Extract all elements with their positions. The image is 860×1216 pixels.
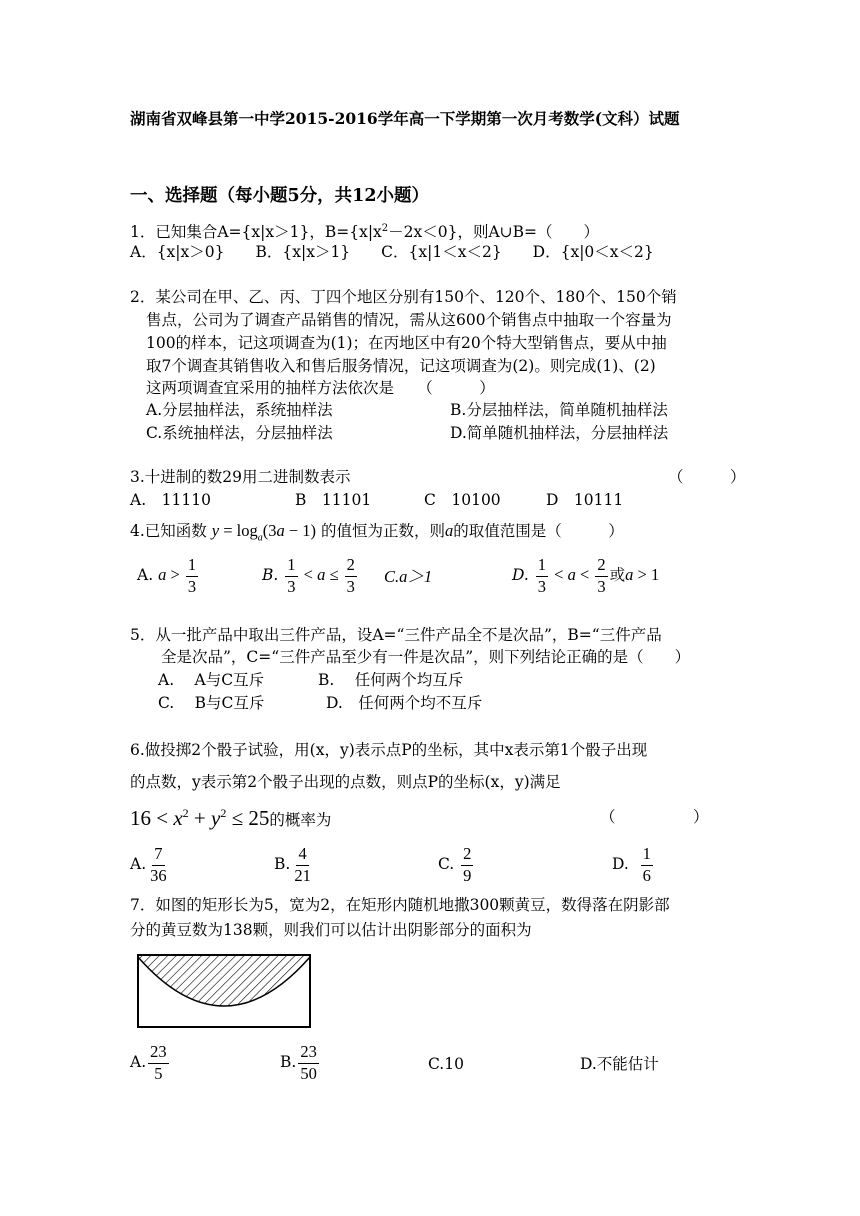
document-title: 湖南省双峰县第一中学2015-2016学年高一下学期第一次月考数学(文科）试题 [130,109,680,128]
question-4-option-d: D. $\frac{1}{3}$ < a < $\frac{2}{3}$ 或a > 1 [512,555,660,596]
question-6-line-3: $16 < x^2 + y^2 \le 25$的概率为 [130,806,332,830]
section-heading: 一、选择题（每小题5分，共12小题） [130,186,430,206]
question-1-stem: 1．已知集合A={x|x＞1}，$B=\{x|x^2-2x<0\}$，则A∪B=（ ） [130,223,600,242]
question-6-option-d: D. $\frac{1}{6}$ [612,844,651,885]
question-5-option-c: C. B与C互斥 [158,694,265,712]
question-6-option-a: A. $\frac{7}{36}$ [130,844,167,885]
question-7-option-b: B. $\frac{23}{50}$ [280,1042,317,1083]
question-7-option-a: A. $\frac{23}{5}$ [130,1042,167,1083]
rectangle-figure [136,953,312,1029]
question-2-line-1: 2．某公司在甲、乙、丙、丁四个地区分别有150个、120个、180个、150个销 [130,288,677,306]
question-6-answer-paren: （ ） [600,808,709,826]
question-2-option-a: A.分层抽样法，系统抽样法 [146,401,333,419]
question-6-option-c: C. $\frac{2}{9}$ [438,844,472,885]
question-7-option-c: C.10 [428,1055,464,1073]
question-7-line-2: 分的黄豆数为138颗，则我们可以估计出阴影部分的面积为 [130,921,532,939]
question-2-line-2: 售点，公司为了调查产品销售的情况，需从这600个销售点中抽取一个容量为 [146,311,672,329]
question-2-line-3: 100的样本，记这项调查为(1)；在丙地区中有20个特大型销售点，要从中抽 [146,334,667,352]
question-4-option-b: B. $\frac{1}{3}$ < a ≤ $\frac{2}{3}$ [262,555,355,596]
question-3-option-b: B 11101 [295,491,372,509]
question-3-stem: 3.十进制的数29用二进制数表示 [130,468,351,486]
question-1-options: A．{x|x＞0} B．{x|x＞1} C．{x|1＜x＜2} D．{x|0＜x＜2} [130,243,654,261]
question-6-line-2: 的点数，y表示第2个骰子出现的点数，则点P的坐标(x，y)满足 [130,773,561,791]
question-2-option-c: C.系统抽样法，分层抽样法 [146,424,333,442]
question-4-option-c: C.a＞1 [384,567,433,586]
question-2-option-b: B.分层抽样法，简单随机抽样法 [450,401,668,419]
question-4-option-a: A. a > $\frac{1}{3}$ [137,555,197,596]
question-6-option-b: B. $\frac{4}{21}$ [274,844,311,885]
inequality-expression: $16 < x^2 + y^2 \le 25$ [130,806,270,830]
question-5-option-a: A. A与C互斥 [158,671,265,689]
question-3-option-c: C 10100 [424,491,501,509]
question-5-line-2: 全是次品”，C=“三件产品至少有一件是次品”，则下列结论正确的是（ ） [161,648,691,666]
question-4-stem: 4.已知函数 $y = \log_a(3a - 1)$ 的值恒为正数，则a的取值范围是（ ） [130,521,624,544]
shaded-region [138,955,310,1006]
function-expression: $y = \log_a(3a - 1)$ [211,521,317,544]
question-5-option-d: D. 任何两个均不互斥 [326,694,483,712]
question-7-line-1: 7．如图的矩形长为5，宽为2，在矩形内随机地撒300颗黄豆，数得落在阴影部 [130,896,670,914]
question-6-line-1: 6.做投掷2个骰子试验，用(x，y)表示点P的坐标，其中x表示第1个骰子出现 [130,741,648,759]
question-5-line-1: 5．从一批产品中取出三件产品，设A=“三件产品全不是次品”，B=“三件产品 [130,626,662,644]
question-3-option-a: A. 11110 [130,491,211,509]
question-2-option-d: D.简单随机抽样法，分层抽样法 [450,424,669,442]
question-7-option-d: D.不能估计 [580,1055,659,1073]
question-3-option-d: D 10111 [546,491,624,509]
question-5-option-b: B. 任何两个均互斥 [318,671,464,689]
question-2-line-5: 这两项调查宜采用的抽样方法依次是 （ ） [146,379,495,397]
question-3-answer-paren: （ ） [668,468,746,486]
question-2-line-4: 取7个调查其销售收入和售后服务情况，记这项调查为(2)。则完成(1)、(2) [146,357,656,375]
